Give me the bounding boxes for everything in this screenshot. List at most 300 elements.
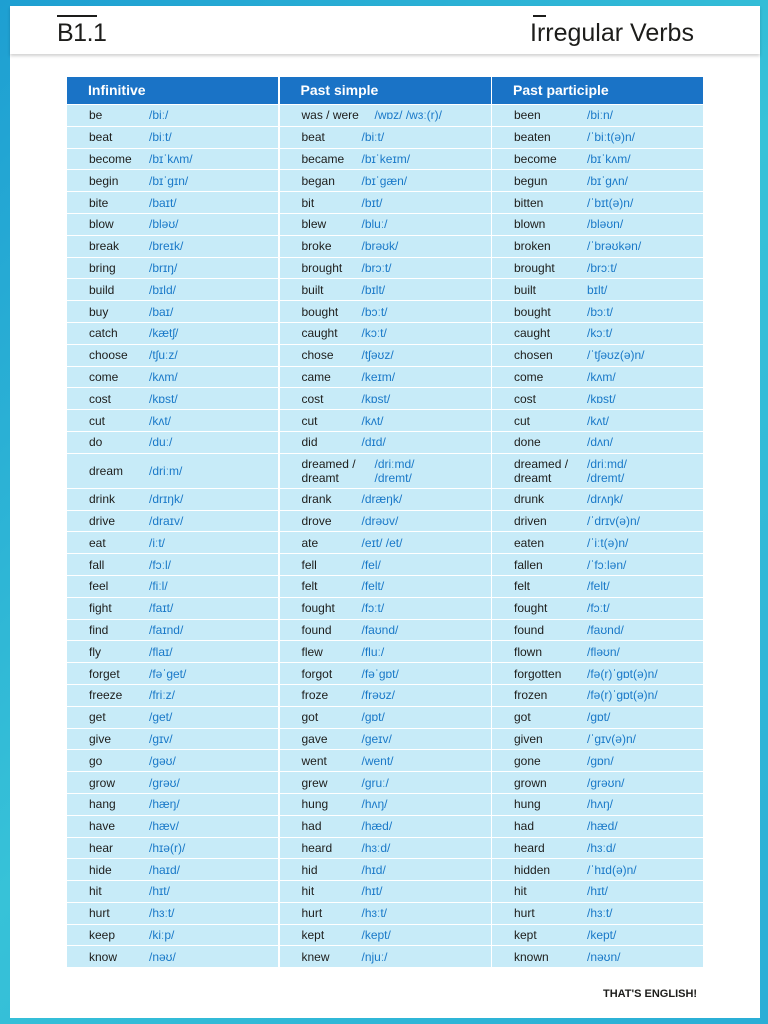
- verb-form: get: [89, 710, 106, 725]
- phonetic-transcription: /ˈdrɪv(ə)n/: [587, 513, 640, 528]
- cell-past-simple: [280, 881, 491, 902]
- phonetic-transcription: /bɪˈkeɪm/: [361, 151, 411, 166]
- phonetic-transcription: /brəʊk/: [361, 239, 399, 254]
- verb-form: be: [89, 108, 103, 123]
- page-title: Irregular Verbs: [530, 19, 694, 47]
- cell-infinitive: [67, 258, 278, 279]
- table-row: [67, 489, 703, 510]
- verb-form: hurt: [514, 906, 535, 921]
- table-row: [67, 279, 703, 300]
- verb-form: built: [514, 282, 537, 297]
- verb-form: felt: [514, 579, 531, 594]
- cell-infinitive: [67, 772, 278, 793]
- cell-infinitive: [67, 323, 278, 344]
- cell-past-simple: [280, 794, 491, 815]
- verb-form: got: [301, 710, 319, 725]
- verb-form: chosen: [514, 348, 553, 363]
- phonetic-transcription: /fləʊn/: [587, 644, 620, 659]
- verb-form: given: [514, 731, 543, 746]
- cell-infinitive: [67, 794, 278, 815]
- verb-form: built: [301, 282, 324, 297]
- cell-past-simple: [280, 772, 491, 793]
- cell-past-participle: [492, 511, 703, 532]
- verb-form: come: [89, 369, 119, 384]
- phonetic-transcription: /faʊnd/: [587, 622, 624, 637]
- phonetic-transcription: /fɔːt/: [361, 601, 385, 616]
- phonetic-transcription: /baɪt/: [149, 195, 177, 210]
- cell-infinitive: [67, 881, 278, 902]
- cell-past-simple: [280, 214, 491, 235]
- cell-past-participle: [492, 323, 703, 344]
- cell-past-simple: [280, 323, 491, 344]
- verb-form: give: [89, 731, 112, 746]
- verb-form: hurt: [89, 906, 110, 921]
- verb-form: beat: [89, 130, 113, 145]
- verb-form: dreamed / dreamt: [514, 456, 569, 485]
- verb-form: forgot: [301, 666, 333, 681]
- table-row: [67, 946, 703, 967]
- verb-form: found: [514, 622, 545, 637]
- verb-form: gone: [514, 753, 541, 768]
- phonetic-transcription: /tʃuːz/: [149, 348, 178, 363]
- phonetic-transcription: /ɡɒt/: [587, 710, 611, 725]
- cell-infinitive: [67, 236, 278, 257]
- verb-form: cut: [514, 413, 531, 428]
- cell-past-participle: [492, 489, 703, 510]
- phonetic-transcription: /faɪt/: [149, 601, 174, 616]
- cell-past-participle: [492, 859, 703, 880]
- phonetic-transcription: /hæŋ/: [149, 797, 180, 812]
- verb-form: hit: [301, 884, 315, 899]
- verb-form: kept: [301, 928, 325, 943]
- cell-infinitive: [67, 838, 278, 859]
- phonetic-transcription: /bluː/: [361, 217, 388, 232]
- verb-form: choose: [89, 348, 128, 363]
- cell-infinitive: [67, 816, 278, 837]
- cell-past-simple: [280, 345, 491, 366]
- phonetic-transcription: /baɪ/: [149, 304, 174, 319]
- phonetic-transcription: /ˈfɔːlən/: [587, 557, 627, 572]
- verb-form: had: [514, 819, 535, 834]
- table-row: [67, 598, 703, 619]
- verb-form: know: [89, 949, 118, 964]
- verb-form: forget: [89, 666, 120, 681]
- verb-form: cut: [89, 413, 106, 428]
- cell-past-participle: [492, 301, 703, 322]
- cell-past-simple: [280, 388, 491, 409]
- phonetic-transcription: /biːt/: [149, 130, 172, 145]
- cell-infinitive: [67, 576, 278, 597]
- phonetic-transcription: /bləʊn/: [587, 217, 624, 232]
- verb-form: go: [89, 753, 103, 768]
- cell-infinitive: [67, 192, 278, 213]
- verb-form: fight: [89, 601, 112, 616]
- phonetic-transcription: /drʌŋk/: [587, 492, 624, 507]
- verb-form: beat: [301, 130, 325, 145]
- phonetic-transcription: /kɔːt/: [361, 326, 387, 341]
- verb-form: hide: [89, 862, 112, 877]
- phonetic-transcription: /bɪlt/: [361, 282, 386, 297]
- phonetic-transcription: /ɡruː/: [361, 775, 389, 790]
- table-row: [67, 794, 703, 815]
- verb-form: brought: [514, 260, 555, 275]
- phonetic-transcription: /bɪˈɡɪn/: [149, 173, 189, 188]
- phonetic-transcription: /eɪt/ /et/: [361, 535, 403, 550]
- cell-past-participle: [492, 554, 703, 575]
- cell-past-participle: [492, 454, 703, 488]
- phonetic-transcription: /hʌŋ/: [587, 797, 614, 812]
- cell-past-participle: [492, 685, 703, 706]
- cell-past-participle: [492, 946, 703, 967]
- verb-form: ate: [301, 535, 319, 550]
- phonetic-transcription: /kɒst/: [587, 391, 616, 406]
- phonetic-transcription: /dræŋk/: [361, 492, 403, 507]
- verb-form: came: [301, 369, 331, 384]
- verb-form: drive: [89, 513, 116, 528]
- cell-past-simple: [280, 554, 491, 575]
- cell-past-participle: [492, 750, 703, 771]
- phonetic-transcription: /hɜːd/: [361, 840, 391, 855]
- phonetic-transcription: /ˈtʃəʊz(ə)n/: [587, 348, 645, 363]
- table-row: [67, 576, 703, 597]
- verb-form: dreamed / dreamt: [301, 456, 356, 485]
- cell-past-simple: [280, 576, 491, 597]
- cell-past-simple: [280, 410, 491, 431]
- table-body: [67, 105, 703, 967]
- verb-form: cost: [514, 391, 537, 406]
- cell-infinitive: [67, 388, 278, 409]
- verb-form: got: [514, 710, 531, 725]
- cell-past-participle: [492, 279, 703, 300]
- verb-form: went: [301, 753, 327, 768]
- phonetic-transcription: /biːn/: [587, 108, 614, 123]
- cell-past-simple: [280, 258, 491, 279]
- table-row: [67, 511, 703, 532]
- phonetic-transcription: /drəʊv/: [361, 513, 399, 528]
- phonetic-transcription: /felt/: [587, 579, 610, 594]
- table-row: [67, 554, 703, 575]
- phonetic-transcription: /brɔːt/: [587, 260, 618, 275]
- cell-infinitive: [67, 620, 278, 641]
- verb-form: hid: [301, 862, 318, 877]
- phonetic-transcription: /biːt/: [361, 130, 385, 145]
- verb-form: brought: [301, 260, 343, 275]
- cell-infinitive: [67, 345, 278, 366]
- cell-infinitive: [67, 554, 278, 575]
- cell-past-simple: [280, 620, 491, 641]
- verb-form: break: [89, 239, 120, 254]
- verb-form: found: [301, 622, 332, 637]
- cell-past-participle: [492, 881, 703, 902]
- phonetic-transcription: /kɒst/: [149, 391, 178, 406]
- phonetic-transcription: /brɔːt/: [361, 260, 392, 275]
- phonetic-transcription: /fəˈɡɒt/: [361, 666, 399, 681]
- table-row: [67, 707, 703, 728]
- cell-infinitive: [67, 127, 278, 148]
- cell-past-participle: [492, 576, 703, 597]
- phonetic-transcription: /friːz/: [149, 688, 175, 703]
- cell-past-participle: [492, 794, 703, 815]
- phonetic-transcription: /hɪd/: [361, 862, 386, 877]
- phonetic-transcription: /kiːp/: [149, 928, 175, 943]
- cell-past-participle: [492, 816, 703, 837]
- phonetic-transcription: /driːmd/ /dremt/: [587, 456, 628, 485]
- cell-past-simple: [280, 170, 491, 191]
- verb-form: caught: [301, 326, 338, 341]
- cell-past-participle: [492, 388, 703, 409]
- table-row: [67, 432, 703, 453]
- phonetic-transcription: /kʌt/: [587, 413, 610, 428]
- verb-form: heard: [301, 840, 333, 855]
- table-row: [67, 772, 703, 793]
- table-row: [67, 729, 703, 750]
- cell-past-participle: [492, 149, 703, 170]
- phonetic-transcription: /biː/: [149, 108, 169, 123]
- cell-past-participle: [492, 236, 703, 257]
- verb-form: become: [514, 151, 557, 166]
- cell-infinitive: [67, 946, 278, 967]
- phonetic-transcription: /fə(r)ˈɡɒt(ə)n/: [587, 688, 658, 703]
- cell-past-participle: [492, 838, 703, 859]
- cell-infinitive: [67, 279, 278, 300]
- verb-form: did: [301, 435, 318, 450]
- phonetic-transcription: bɪlt/: [587, 282, 608, 297]
- cell-past-simple: [280, 707, 491, 728]
- cell-past-participle: [492, 772, 703, 793]
- cell-infinitive: [67, 598, 278, 619]
- phonetic-transcription: /ɡeɪv/: [361, 731, 392, 746]
- verb-form: blow: [89, 217, 114, 232]
- phonetic-transcription: /iːt/: [149, 535, 166, 550]
- verb-form: flew: [301, 644, 323, 659]
- cell-past-simple: [280, 127, 491, 148]
- phonetic-transcription: /bɔːt/: [587, 304, 614, 319]
- title-accent-line: [533, 15, 546, 17]
- cell-past-simple: [280, 598, 491, 619]
- verb-form: buy: [89, 304, 109, 319]
- cell-infinitive: [67, 149, 278, 170]
- phonetic-transcription: /dʌn/: [587, 435, 614, 450]
- cell-infinitive: [67, 859, 278, 880]
- verb-form: hung: [301, 797, 329, 812]
- phonetic-transcription: /njuː/: [361, 949, 388, 964]
- phonetic-transcription: /bɪˈɡʌn/: [587, 173, 628, 188]
- table-row: [67, 127, 703, 148]
- cell-past-participle: [492, 214, 703, 235]
- phonetic-transcription: /haɪd/: [149, 862, 180, 877]
- verb-form: fly: [89, 644, 101, 659]
- phonetic-transcription: /ɡɪv/: [149, 731, 173, 746]
- phonetic-transcription: /ˈɡɪv(ə)n/: [587, 731, 636, 746]
- verb-form: felt: [301, 579, 318, 594]
- verb-form: eaten: [514, 535, 545, 550]
- table-row: [67, 881, 703, 902]
- table-row: [67, 367, 703, 388]
- verb-form: have: [89, 819, 116, 834]
- cell-past-simple: [280, 105, 491, 126]
- phonetic-transcription: /hʌŋ/: [361, 797, 388, 812]
- cell-infinitive: [67, 532, 278, 553]
- phonetic-transcription: /driːm/: [149, 463, 183, 478]
- verb-form: kept: [514, 928, 537, 943]
- table-row: [67, 663, 703, 684]
- cell-past-simple: [280, 367, 491, 388]
- verb-form: begun: [514, 173, 548, 188]
- verb-form: cost: [89, 391, 112, 406]
- phonetic-transcription: /kept/: [587, 928, 617, 943]
- cell-past-participle: [492, 641, 703, 662]
- verb-form: keep: [89, 928, 116, 943]
- verb-form: gave: [301, 731, 328, 746]
- verb-form: eat: [89, 535, 106, 550]
- cell-past-simple: [280, 925, 491, 946]
- cell-infinitive: [67, 214, 278, 235]
- verb-form: broken: [514, 239, 551, 254]
- verb-form: become: [89, 151, 132, 166]
- phonetic-transcription: /kʌt/: [361, 413, 384, 428]
- verb-form: cost: [301, 391, 324, 406]
- verb-form: freeze: [89, 688, 123, 703]
- verb-form: bite: [89, 195, 109, 210]
- cell-past-simple: [280, 946, 491, 967]
- phonetic-transcription: /fɔːl/: [149, 557, 172, 572]
- phonetic-transcription: /fel/: [361, 557, 381, 572]
- level-label: B1.1: [57, 19, 107, 47]
- cell-past-participle: [492, 903, 703, 924]
- phonetic-transcription: /bɪt/: [361, 195, 383, 210]
- cell-past-simple: [280, 816, 491, 837]
- verb-form: do: [89, 435, 103, 450]
- verb-form: fallen: [514, 557, 543, 572]
- phonetic-transcription: /ˈbiːt(ə)n/: [587, 130, 636, 145]
- verb-form: find: [89, 622, 109, 637]
- phonetic-transcription: /bɪld/: [149, 282, 176, 297]
- table-row: [67, 258, 703, 279]
- table-row: [67, 236, 703, 257]
- verb-form: fall: [89, 557, 105, 572]
- table-row: [67, 903, 703, 924]
- verb-form: hang: [89, 797, 116, 812]
- verb-form: drove: [301, 513, 332, 528]
- verb-form: fought: [301, 601, 335, 616]
- verb-form: broke: [301, 239, 332, 254]
- phonetic-transcription: /hæd/: [587, 819, 618, 834]
- phonetic-transcription: /hɪə(r)/: [149, 840, 186, 855]
- phonetic-transcription: /draɪv/: [149, 513, 184, 528]
- cell-past-participle: [492, 620, 703, 641]
- cell-infinitive: [67, 489, 278, 510]
- table-row: [67, 620, 703, 641]
- cell-past-participle: [492, 345, 703, 366]
- phonetic-transcription: /wɒz/ /wɜː(r)/: [374, 108, 442, 123]
- verb-form: blew: [301, 217, 327, 232]
- cell-infinitive: [67, 454, 278, 488]
- phonetic-transcription: /kɔːt/: [587, 326, 613, 341]
- verb-form: done: [514, 435, 541, 450]
- level-accent-line: [57, 15, 97, 17]
- cell-past-simple: [280, 511, 491, 532]
- verb-form: was / were: [301, 108, 359, 123]
- verb-form: cut: [301, 413, 318, 428]
- verb-form: bitten: [514, 195, 544, 210]
- cell-infinitive: [67, 641, 278, 662]
- cell-past-simple: [280, 489, 491, 510]
- phonetic-transcription: /kʌm/: [149, 369, 178, 384]
- phonetic-transcription: /ɡɒn/: [587, 753, 614, 768]
- cell-past-participle: [492, 367, 703, 388]
- cell-past-simple: [280, 750, 491, 771]
- phonetic-transcription: /ɡəʊ/: [149, 753, 176, 768]
- cell-infinitive: [67, 170, 278, 191]
- table-row: [67, 454, 703, 488]
- cell-past-simple: [280, 432, 491, 453]
- verb-form: beaten: [514, 130, 551, 145]
- phonetic-transcription: /ˈbɪt(ə)n/: [587, 195, 634, 210]
- table-row: [67, 685, 703, 706]
- phonetic-transcription: /fə(r)ˈɡɒt(ə)n/: [587, 666, 658, 681]
- cell-past-simple: [280, 301, 491, 322]
- phonetic-transcription: /ɡrəʊ/: [149, 775, 180, 790]
- table-row: [67, 105, 703, 126]
- verb-form: chose: [301, 348, 334, 363]
- table-row: [67, 149, 703, 170]
- cell-past-simple: [280, 838, 491, 859]
- verb-form: hear: [89, 840, 114, 855]
- phonetic-transcription: /ˈiːt(ə)n/: [587, 535, 629, 550]
- phonetic-transcription: /kʌt/: [149, 413, 172, 428]
- table-row: [67, 532, 703, 553]
- verb-form: grew: [301, 775, 328, 790]
- cell-past-participle: [492, 258, 703, 279]
- phonetic-transcription: /felt/: [361, 579, 385, 594]
- phonetic-transcription: /hɜːt/: [149, 906, 175, 921]
- verb-form: blown: [514, 217, 546, 232]
- verb-form: come: [514, 369, 544, 384]
- phonetic-transcription: /frəʊz/: [361, 688, 395, 703]
- phonetic-transcription: /flaɪ/: [149, 644, 173, 659]
- verb-form: catch: [89, 326, 118, 341]
- cell-infinitive: [67, 685, 278, 706]
- irregular-verbs-table: [67, 77, 703, 967]
- cell-infinitive: [67, 511, 278, 532]
- phonetic-transcription: /duː/: [149, 435, 173, 450]
- table-row: [67, 301, 703, 322]
- verb-form: hurt: [301, 906, 323, 921]
- cell-infinitive: [67, 925, 278, 946]
- verb-form: knew: [301, 949, 330, 964]
- phonetic-transcription: /bləʊ/: [149, 217, 179, 232]
- verb-form: grown: [514, 775, 547, 790]
- phonetic-transcription: /bɪˈkʌm/: [587, 151, 631, 166]
- verb-form: drank: [301, 492, 332, 507]
- column-header-infinitive: Infinitive: [67, 77, 278, 104]
- verb-form: flown: [514, 644, 543, 659]
- phonetic-transcription: /bɔːt/: [361, 304, 388, 319]
- brand-footer: THAT'S ENGLISH!: [603, 988, 698, 1000]
- phonetic-transcription: /dɪd/: [361, 435, 386, 450]
- table-row: [67, 170, 703, 191]
- verb-form: froze: [301, 688, 329, 703]
- cell-infinitive: [67, 707, 278, 728]
- verb-form: hit: [89, 884, 102, 899]
- cell-past-simple: [280, 236, 491, 257]
- table-row: [67, 345, 703, 366]
- verb-form: begin: [89, 173, 119, 188]
- table-row: [67, 859, 703, 880]
- verb-form: bit: [301, 195, 315, 210]
- phonetic-transcription: /kept/: [361, 928, 391, 943]
- phonetic-transcription: /fiːl/: [149, 579, 168, 594]
